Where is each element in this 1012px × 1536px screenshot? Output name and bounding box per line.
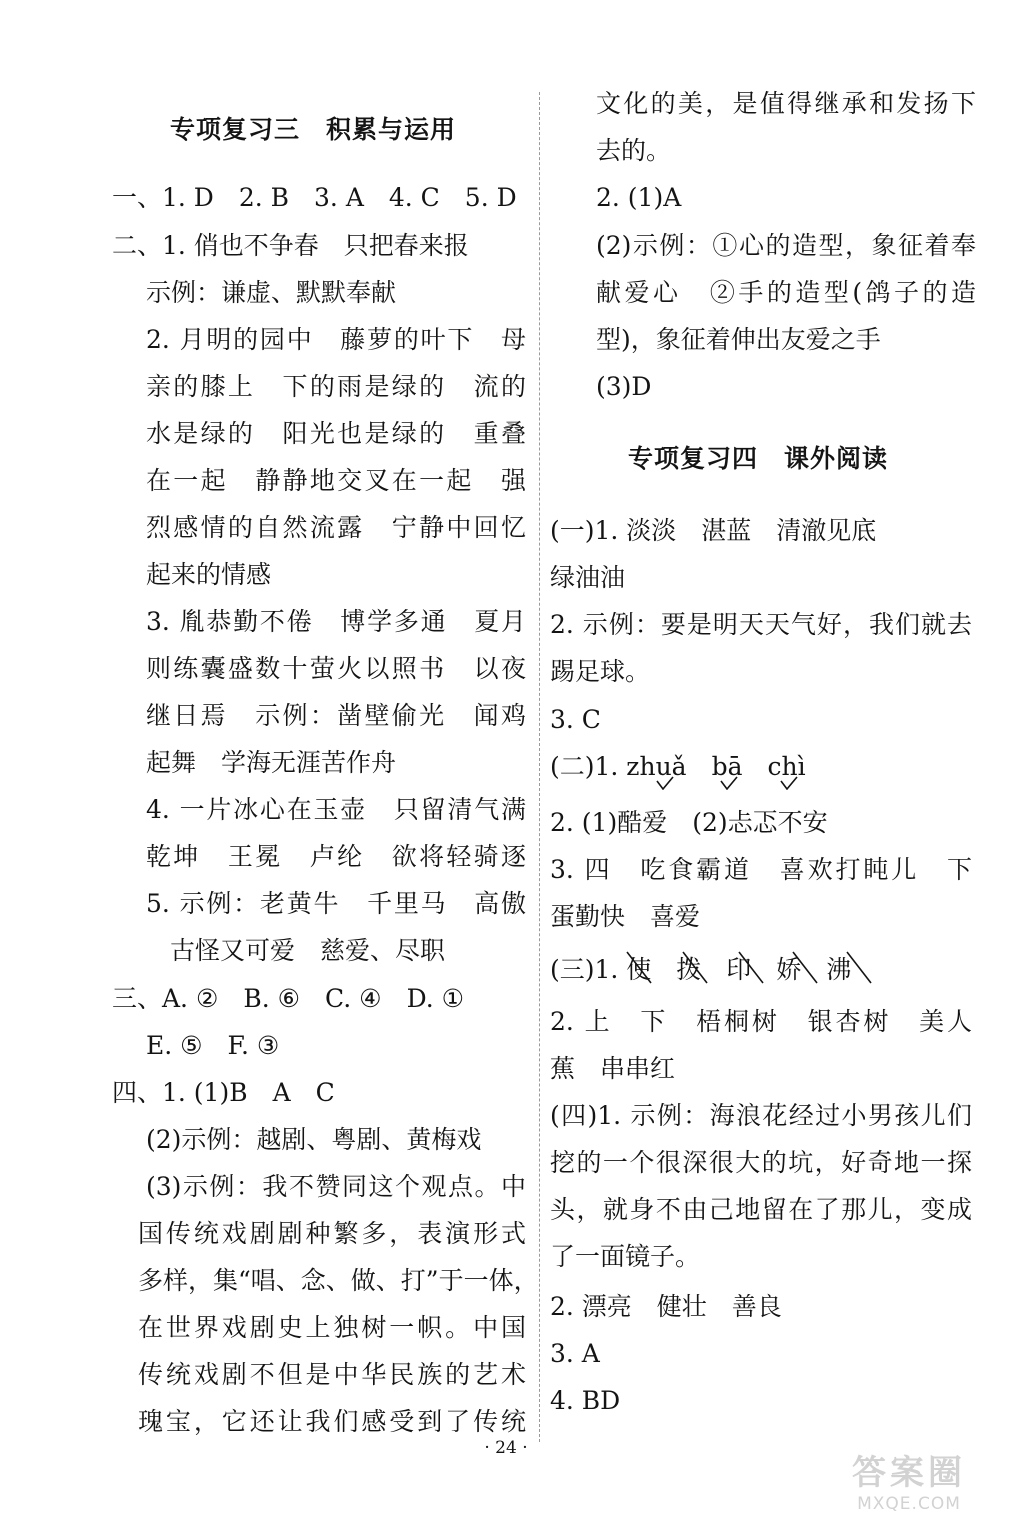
right-line-1: 文化的美，是值得继承和发扬下 <box>596 89 976 118</box>
watermark-logo-text: 答案圈 <box>852 1453 966 1493</box>
right-line-21: 挖的一个很深很大的坑，好奇地一探 <box>550 1148 972 1177</box>
left-line-18: 三、A. ② B. ⑥ C. ④ D. ① <box>112 984 465 1013</box>
right-line-15: 3. 四 吃食霸道 喜欢打盹儿 下 <box>550 855 972 884</box>
strike-mark-icon <box>624 949 654 987</box>
left-line-5: 亲的膝上 下的雨是绿的 流的 <box>146 372 526 401</box>
left-line-16: 5. 示例：老黄牛 千里马 高傲 <box>146 889 526 918</box>
right-line-9: 绿油油 <box>550 563 626 592</box>
left-line-7: 在一起 静静地交叉在一起 强 <box>146 466 526 495</box>
section-title-3: 专项复习三 积累与运用 <box>170 115 457 144</box>
right-line-18: 2. 上 下 梧桐树 银杏树 美人 <box>550 1007 972 1036</box>
left-line-27: 瑰宝，它还让我们感受到了传统 <box>138 1407 526 1436</box>
right-line-26: 4. BD <box>550 1386 621 1415</box>
left-line-22: (3)示例：我不赞同这个观点。中 <box>146 1172 526 1201</box>
left-line-24: 多样，集“唱、念、做、打”于一体， <box>138 1266 539 1295</box>
left-line-17: 古怪又可爱 慈爱、尽职 <box>170 936 446 965</box>
watermark-logo <box>834 1452 984 1524</box>
right-line-5: 献爱心 ②手的造型(鸽子的造 <box>596 278 976 307</box>
right-line-3: 2. (1)A <box>596 183 682 212</box>
left-line-19: E. ⑤ F. ③ <box>146 1031 280 1060</box>
right-line-14: 2. (1)酷爱 (2)忐忑不安 <box>550 808 828 837</box>
left-line-6: 水是绿的 阳光也是绿的 重叠 <box>146 419 526 448</box>
left-line-8: 烈感情的自然流露 宁静中回忆 <box>146 513 526 542</box>
strike-mark-icon <box>844 949 874 987</box>
right-line-19: 蕉 串串红 <box>550 1054 676 1083</box>
left-line-13: 起舞 学海无涯苦作舟 <box>146 748 397 777</box>
right-line-7: (3)D <box>596 372 652 401</box>
right-line-25: 3. A <box>550 1339 600 1368</box>
left-line-3: 示例：谦虚、默默奉献 <box>146 278 397 307</box>
left-line-4: 2. 月明的园中 藤萝的叶下 母 <box>146 325 526 354</box>
check-mark-icon <box>656 776 674 790</box>
left-line-9: 起来的情感 <box>146 560 272 589</box>
left-line-14: 4. 一片冰心在玉壶 只留清气满 <box>146 795 526 824</box>
left-line-2: 二、1. 俏也不争春 只把春来报 <box>112 231 469 260</box>
left-line-11: 则练囊盛数十萤火以照书 以夜 <box>146 654 526 683</box>
left-line-20: 四、1. (1)B A C <box>112 1078 335 1107</box>
strike-mark-icon <box>736 949 766 987</box>
strike-mark-icon <box>680 949 710 987</box>
right-line-12: 3. C <box>550 705 601 734</box>
left-line-12: 继日焉 示例：凿壁偷光 闻鸡 <box>146 701 526 730</box>
right-line-22: 头，就身不由己地留在了那儿，变成 <box>550 1195 972 1224</box>
right-line-17: (三)1. 使 拨 印 娇 沸 <box>550 955 852 984</box>
column-divider <box>539 92 540 1442</box>
strike-mark-icon <box>790 949 820 987</box>
right-line-20: (四)1. 示例：海浪花经过小男孩儿们 <box>550 1101 972 1130</box>
right-line-10: 2. 示例：要是明天天气好，我们就去 <box>550 610 972 639</box>
watermark-url: MXQE.COM <box>857 1494 961 1514</box>
left-line-25: 在世界戏剧史上独树一帜。中国 <box>138 1313 526 1342</box>
right-line-13-pinyin: (二)1. zhuǎ bā chì <box>550 752 806 781</box>
left-line-10: 3. 胤恭勤不倦 博学多通 夏月 <box>146 607 526 636</box>
right-line-8: (一)1. 淡淡 湛蓝 清澈见底 <box>550 516 877 545</box>
right-line-6: 型)，象征着伸出友爱之手 <box>596 325 881 354</box>
left-line-21: (2)示例：越剧、粤剧、黄梅戏 <box>146 1125 482 1154</box>
right-line-4: (2)示例：①心的造型，象征着奉 <box>596 231 976 260</box>
left-line-23: 国传统戏剧剧种繁多，表演形式 <box>138 1219 526 1248</box>
left-line-26: 传统戏剧不但是中华民族的艺术 <box>138 1360 526 1389</box>
section-title-4: 专项复习四 课外阅读 <box>628 444 889 473</box>
left-line-15: 乾坤 王冕 卢纶 欲将轻骑逐 <box>146 842 526 871</box>
check-mark-icon <box>720 776 738 790</box>
right-line-24: 2. 漂亮 健壮 善良 <box>550 1292 782 1321</box>
page-number: · 24 · <box>484 1438 528 1458</box>
right-line-11: 踢足球。 <box>550 657 651 686</box>
right-line-16: 蛋勤快 喜爱 <box>550 902 701 931</box>
left-line-1: 一、1. D 2. B 3. A 4. C 5. D <box>112 183 517 212</box>
right-line-2: 去的。 <box>596 136 672 165</box>
check-mark-icon <box>780 776 798 790</box>
right-line-23: 了一面镜子。 <box>550 1242 701 1271</box>
